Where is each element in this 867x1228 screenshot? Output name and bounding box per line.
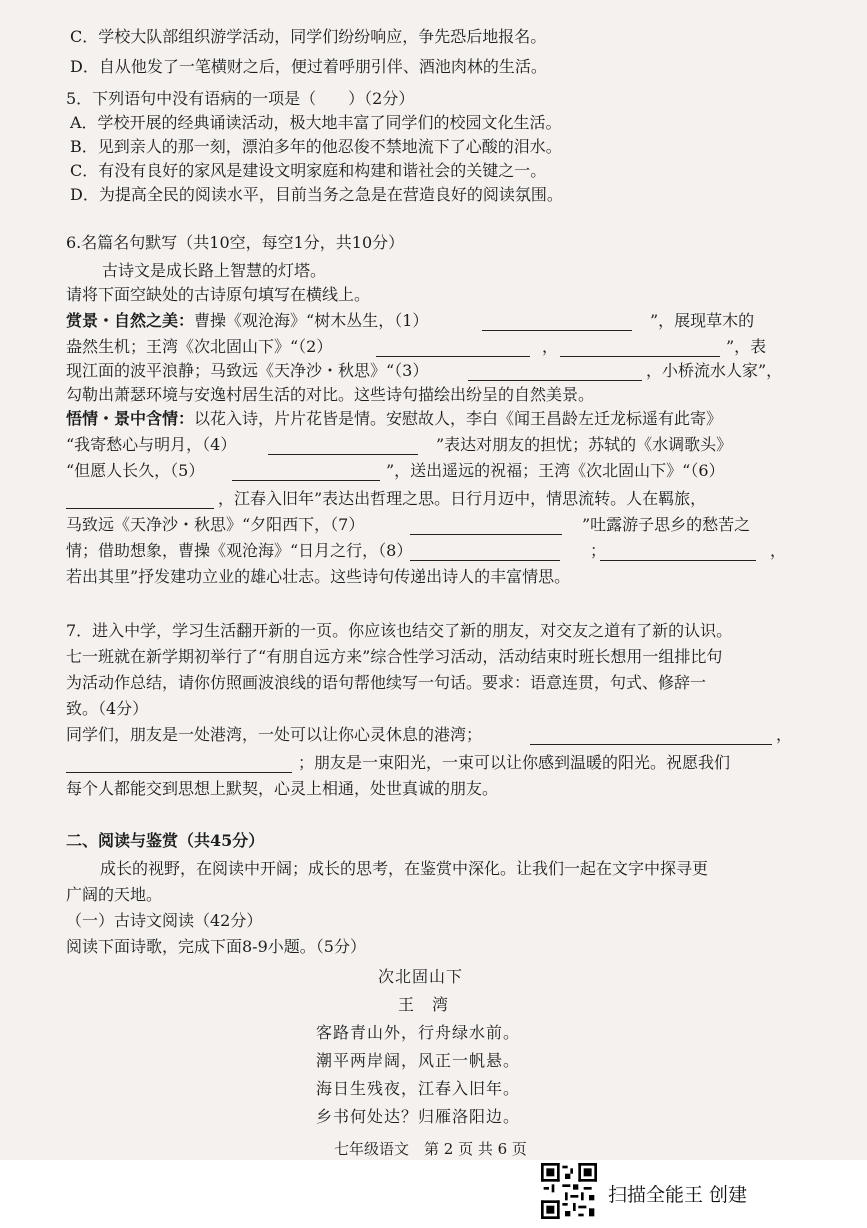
blank-8b[interactable] xyxy=(600,544,756,561)
exam-page: C．学校大队部组织游学活动，同学们纷纷响应，争先恐后地报名。 D．自从他发了一笔横财之后，便过着呼朋引伴、酒池肉林的生活。 5．下列语句中没有语病的一项是（ ）（2分） A．学校开展的经典诵读活动，极大地丰富了同学们的校园文化生活。 B．见到亲人的那一刻，漂泊多年的他忍俊不禁地流下了心酸的泪水。 C．有没有良好的家风是建设文明家庭和构建和谐社会的关键之一。 D．为提高全民的阅读水平，目前当务之急是在营造良好的阅读氛围。 6.名篇名句默写（共10空，每空1分，共10分） 古诗文是成长路上智慧的灯塔。 请将下面空缺处的古诗原句填写在横线上。 赏景・自然之美：曹操《观沧海》“树木丛生，（1） ”，展现草木的 盎然生机；王湾《次北固山下》“（2） ， ”，表 现江面的波平浪静；马致远《天净沙・秋思》“（3） ，小桥流水人家”， 勾勒出萧瑟环境与安逸村居生活的对比。这些诗句描绘出纷呈的自然美景。 悟情・景中含情：以花入诗，片片花皆是情。安慰故人，李白《闻王昌龄左迁龙标遥有此寄》 “我寄愁心与明月，（4） ”表达对朋友的担忧；苏轼的《水调歌头》 “但愿人长久，（5） ”，送出遥远的祝福；王湾《次北固山下》“（6） ，江春入旧年”表达出哲理之思。日行月迈中，情思流转。人在羁旅， 马致远《天净沙・秋思》“夕阳西下，（7） ”吐露游子思乡的愁苦之 情；借助想象，曹操《观沧海》“日月之行，（8） ； ， 若出其里”抒发建功立业的雄心壮志。这些诗句传递出诗人的丰富情思。 7．进入中学，学习生活翻开新的一页。你应该也结交了新的朋友，对交友之道有了新的认识。 七一班就在新学期初举行了“有朋自远方来”综合性学习活动，活动结束时班长想用一组排比句 为活动作总结，请你仿照画波浪线的语句帮他续写一句话。要求：语意连贯，句式、修辞一 致。（4分） 同学们，朋友是一处港湾，一处可以让你心灵休息的港湾； ， ；朋友是一束阳光，一束可以让你感到温暖的阳光。祝愿我们 每个人都能交到思想上默契，心灵上相通，处世真诚的朋友。 二、阅读与鉴赏（共45分） 成长的视野，在阅读中开阔；成长的思考，在鉴赏中深化。让我们一起在文字中探寻更 广阔的天地。 （一）古诗文阅读（42分） 阅读下面诗歌，完成下面8-9小题。（5分） 次北固山下 王 湾 客路青山外，行舟绿水前。 潮平两岸阔，风正一帆悬。 海日生残夜，江春入旧年。 乡书何处达？归雁洛阳边。 七年级语文 第 2 页 共 6 页 xyxy=(0,0,867,1160)
poem-line: 海日生残夜，江春入旧年。 xyxy=(316,1079,521,1098)
blank-2b[interactable] xyxy=(560,340,720,357)
scanner-brand-text: 扫描全能王 创建 xyxy=(608,1184,748,1206)
blank-4[interactable] xyxy=(268,438,418,455)
q6-emotion-label: 悟情・景中含情： xyxy=(66,409,195,428)
q7-answer-blank-1[interactable] xyxy=(530,728,772,745)
blank-5[interactable] xyxy=(232,464,380,481)
q5-stem: 5．下列语句中没有语病的一项是（ ）（2分） xyxy=(66,89,415,108)
blank-3[interactable] xyxy=(468,364,642,381)
q6-scenery-label: 赏景・自然之美： xyxy=(66,311,195,330)
q4-option-c: C．学校大队部组织游学活动，同学们纷纷响应，争先恐后地报名。 xyxy=(70,27,547,46)
qr-code-icon xyxy=(541,1163,597,1219)
q7-stem: 7．进入中学，学习生活翻开新的一页。你应该也结交了新的朋友，对交友之道有了新的认识。 xyxy=(66,621,733,640)
subsection-title: （一）古诗文阅读（42分） xyxy=(66,911,263,930)
reading-instruction: 阅读下面诗歌，完成下面8-9小题。（5分） xyxy=(66,937,366,956)
q5-option-a: A．学校开展的经典诵读活动，极大地丰富了同学们的校园文化生活。 xyxy=(70,113,562,132)
q6-row-5: 悟情・景中含情：以花入诗，片片花皆是情。安慰故人，李白《闻王昌龄左迁龙标遥有此寄》 xyxy=(66,409,723,428)
q7-answer-blank-2[interactable] xyxy=(66,756,292,773)
blank-6[interactable] xyxy=(66,492,214,509)
poem-line: 客路青山外，行舟绿水前。 xyxy=(316,1023,521,1042)
poem-line: 乡书何处达？归雁洛阳边。 xyxy=(316,1107,521,1126)
q6-intro: 古诗文是成长路上智慧的灯塔。 xyxy=(102,261,327,280)
blank-2a[interactable] xyxy=(376,340,530,357)
section-2-title: 二、阅读与鉴赏（共45分） xyxy=(66,831,265,850)
blank-7[interactable] xyxy=(410,518,562,535)
poem-line: 潮平两岸阔，风正一帆悬。 xyxy=(316,1051,521,1070)
q6-row-1: 赏景・自然之美：曹操《观沧海》“树木丛生，（1） xyxy=(66,311,429,330)
page-footer: 七年级语文 第 2 页 共 6 页 xyxy=(334,1140,527,1158)
q4-option-d: D．自从他发了一笔横财之后，便过着呼朋引伴、酒池肉林的生活。 xyxy=(70,57,547,76)
poem-author: 王 湾 xyxy=(398,995,450,1014)
blank-8a[interactable] xyxy=(410,544,560,561)
q6-instruction: 请将下面空缺处的古诗原句填写在横线上。 xyxy=(66,285,371,304)
blank-1[interactable] xyxy=(482,314,632,331)
q5-option-c: C．有没有良好的家风是建设文明家庭和构建和谐社会的关键之一。 xyxy=(70,161,547,180)
q5-option-d: D．为提高全民的阅读水平，目前当务之急是在营造良好的阅读氛围。 xyxy=(70,185,563,204)
q6-stem: 6.名篇名句默写（共10空，每空1分，共10分） xyxy=(66,233,405,252)
poem-title: 次北固山下 xyxy=(378,967,464,986)
q5-option-b: B．见到亲人的那一刻，漂泊多年的他忍俊不禁地流下了心酸的泪水。 xyxy=(70,137,562,156)
